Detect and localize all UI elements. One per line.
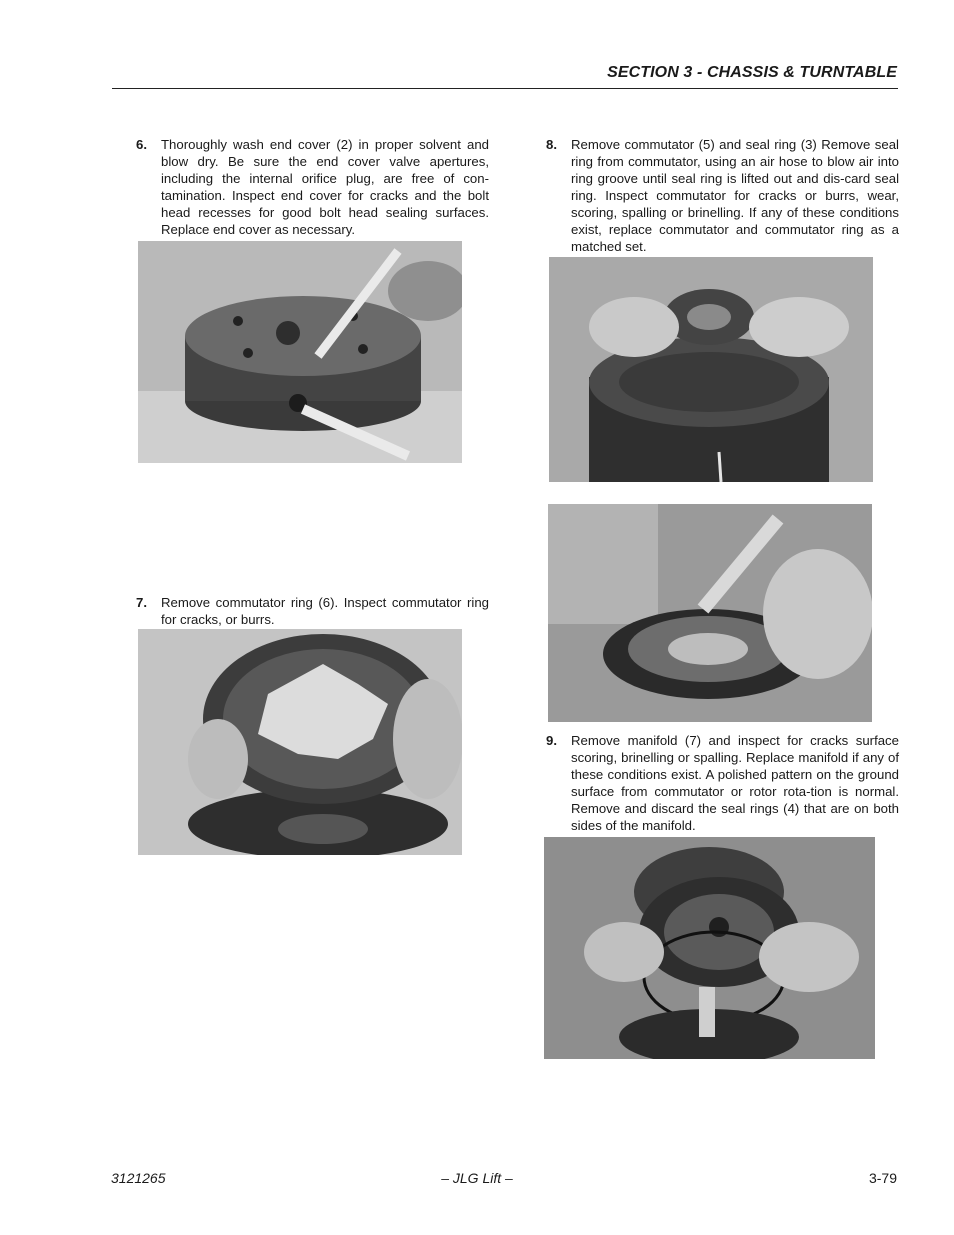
step-number: 7. bbox=[136, 595, 147, 610]
step-number: 6. bbox=[136, 137, 147, 152]
photo-commutator-ring bbox=[138, 629, 462, 855]
step-9 bbox=[546, 732, 899, 835]
document-number: 3121265 bbox=[111, 1170, 166, 1186]
photo-end-cover bbox=[138, 241, 462, 463]
photo-manifold-removal bbox=[544, 837, 875, 1059]
step-6 bbox=[136, 136, 489, 240]
step-text: Thoroughly wash end cover (2) in proper solvent and blow dry. Be sure the end cover valve apertures, including the internal orifice plug, are free of con-tamination. Inspect end cover for cracks and the bolt head recesses for good bolt head sealing surfaces. Replace end cover as necessary. bbox=[161, 137, 489, 237]
step-text: Remove manifold (7) and inspect for cracks surface scoring, brinelling or spalling. Replace manifold if any of these conditions exist. A polished pattern on the ground surface from commutator or rotor rota-tion is normal. Remove and discard the seal rings (4) that are on both sides of the manifold. bbox=[571, 733, 899, 833]
footer-brand: – JLG Lift – bbox=[441, 1170, 513, 1186]
step-text: Remove commutator ring (6). Inspect commutator ring for cracks, or burrs. bbox=[161, 595, 489, 627]
photo-commutator-removal bbox=[549, 257, 873, 482]
page-number: 3-79 bbox=[868, 1170, 897, 1186]
step-8 bbox=[546, 136, 899, 256]
photo-seal-ring-removal bbox=[548, 504, 872, 722]
section-title: SECTION 3 - CHASSIS & TURNTABLE bbox=[607, 64, 897, 81]
step-text: Remove commutator (5) and seal ring (3) Remove seal ring from commutator, using an air hose to blow air into ring groove until seal ring is lifted out and dis-card seal ring. Inspect commutator for cracks or burrs, wear, scoring, spalling or brinelling. If any of these conditions exist, replace commutator and commutator ring as a matched set. bbox=[571, 137, 899, 254]
step-7 bbox=[136, 594, 489, 628]
step-number: 9. bbox=[546, 733, 557, 748]
header-divider bbox=[112, 88, 898, 89]
step-number: 8. bbox=[546, 137, 557, 152]
